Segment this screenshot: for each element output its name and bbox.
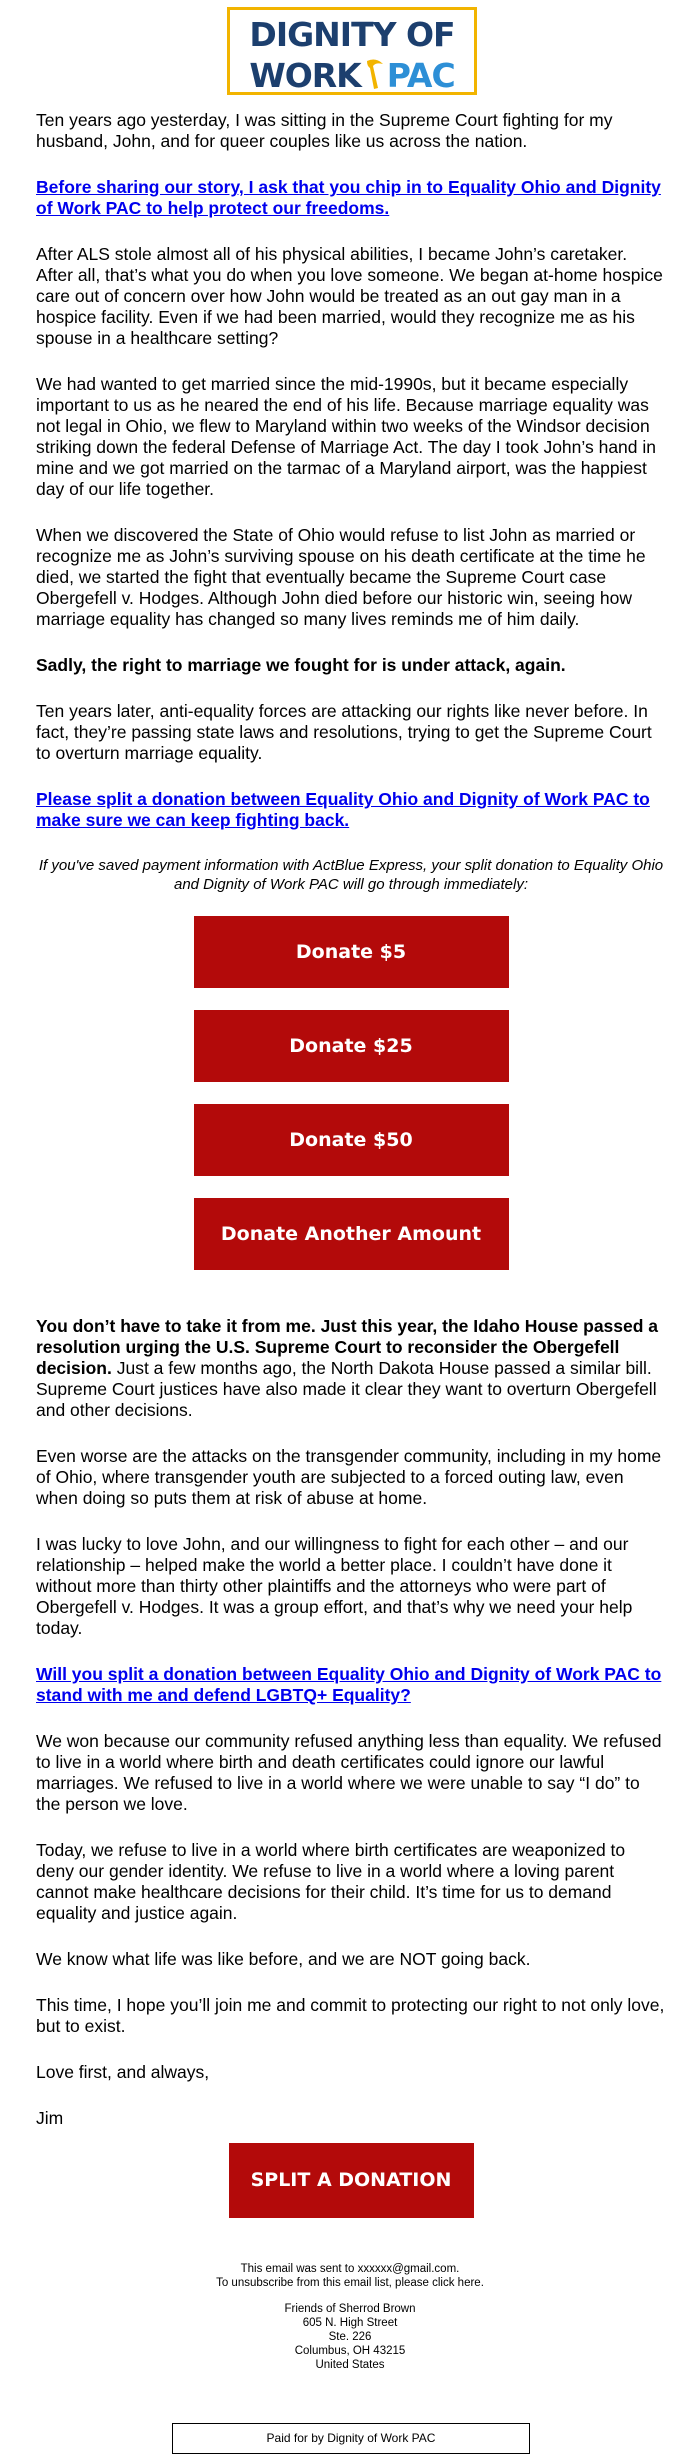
donate-50-button[interactable]: Donate $50 bbox=[194, 1104, 509, 1176]
donate-another-amount-button[interactable]: Donate Another Amount bbox=[194, 1198, 509, 1270]
paragraph-ten-years-later: Ten years later, anti-equality forces are attacking our rights like never before. In fact, they’re passing state laws and resolutions, trying to get the Supreme Court to overturn marriage equality. bbox=[36, 701, 652, 763]
address-street: 605 N. High Street bbox=[302, 2317, 398, 2329]
logo-line-2 bbox=[230, 57, 474, 95]
paragraph-marriage: We had wanted to get married since the mid-1990s, but it became especially important to us as he neared the end of his life. Because marriage equality was not legal in Ohio, we flew to Maryland within two weeks of the Windsor decision striking down the federal Defense of Marriage Act. The day I took John’s hand in mine and we got married on the tarmac of a Maryland airport, was the happiest day of our life together. bbox=[36, 374, 656, 499]
idaho-bold-text: You don’t have to take it from me. Just this year, the Idaho House passed a resolution urging the U.S. Supreme Court to reconsider the Obergefell decision. bbox=[36, 1316, 659, 1378]
chip-in-link[interactable]: Before sharing our story, I ask that you chip in to Equality Ohio and Dignity of Work PAC to help protect our freedoms. bbox=[36, 177, 661, 218]
logo-work-text: WORK bbox=[249, 56, 361, 95]
sent-to-text: This email was sent to xxxxxx@gmail.com. bbox=[240, 2263, 460, 2275]
stand-with-me-link[interactable]: Will you split a donation between Equality Ohio and Dignity of Work PAC to stand with me and defend LGBTQ+ Equality? bbox=[36, 1664, 662, 1705]
donate-5-button[interactable]: Donate $5 bbox=[194, 916, 509, 988]
pickaxe-icon bbox=[364, 58, 384, 90]
address-suite: Ste. 226 bbox=[328, 2331, 372, 2343]
mailing-address bbox=[0, 2302, 700, 2372]
idaho-rest-text: Just a few months ago, the North Dakota House passed a similar bill. Supreme Court justices have also made it clear they want to overturn Obergefell and other decisions. bbox=[36, 1358, 657, 1420]
paragraph-obergefell: When we discovered the State of Ohio would refuse to list John as married or recognize me as John’s surviving spouse on his death certificate at the time he died, we started the fight that eventually became the Supreme Court case Obergefell v. Hodges. Although John died before our historic win, seeing how marriage equality has changed so many lives reminds me of him daily. bbox=[36, 525, 646, 629]
split-donation-link[interactable]: Please split a donation between Equality Ohio and Dignity of Work PAC to make sure we can keep fighting back. bbox=[36, 789, 650, 830]
logo-line-1: DIGNITY OF bbox=[249, 15, 455, 54]
link-paragraph-1 bbox=[36, 177, 666, 219]
logo-pac-text: PAC bbox=[386, 56, 455, 95]
link-paragraph-3 bbox=[36, 1664, 666, 1706]
paragraph-transgender: Even worse are the attacks on the transgender community, including in my home of Ohio, where transgender youth are subjected to a forced outing law, even when doing so puts them at risk of abuse at home. bbox=[36, 1446, 662, 1508]
paragraph-today: Today, we refuse to live in a world where birth certificates are weaponized to deny our gender identity. We refuse to live in a world where a loving parent cannot make healthcare decisions for their child. It’s time for us to demand equality and justice again. bbox=[36, 1840, 626, 1923]
sign-off: Love first, and always, bbox=[36, 2062, 210, 2082]
link-paragraph-2 bbox=[36, 789, 666, 831]
address-city: Columbus, OH 43215 bbox=[294, 2345, 406, 2357]
paragraph-we-won: We won because our community refused anything less than equality. We refused to live in a world where birth and death certificates could ignore our lawful marriages. We refused to live in a world where we were unable to say “I do” to the person we love. bbox=[36, 1731, 662, 1814]
split-a-donation-button[interactable]: SPLIT A DONATION bbox=[229, 2143, 474, 2218]
paragraph-not-going-back: We know what life was like before, and we are NOT going back. bbox=[36, 1949, 531, 1969]
paragraph-caretaker: After ALS stole almost all of his physical abilities, I became John’s caretaker. After all, that’s what you do when you love someone. We began at-home hospice care out of concern over how John would be treated as an out gay man in a hospice facility. Even if we had been married, would they recognize me as his spouse in a healthcare setting? bbox=[36, 244, 663, 348]
paragraph-lucky: I was lucky to love John, and our willingness to fight for each other – and our relationship – helped make the world a better place. I couldn’t have done it without more than thirty other plaintiffs and the attorneys who were part of Obergefell v. Hodges. It was a group effort, and that’s why we need your help today. bbox=[36, 1534, 633, 1638]
unsubscribe-link[interactable]: To unsubscribe from this email list, please click here. bbox=[216, 2277, 484, 2289]
heading-under-attack: Sadly, the right to marriage we fought for is under attack, again. bbox=[36, 655, 566, 675]
signature: Jim bbox=[36, 2108, 64, 2128]
address-org: Friends of Sherrod Brown bbox=[284, 2303, 416, 2315]
address-country: United States bbox=[315, 2359, 385, 2371]
paragraph-intro: Ten years ago yesterday, I was sitting in the Supreme Court fighting for my husband, John, and for queer couples like us across the nation. bbox=[36, 110, 613, 151]
donate-25-button[interactable]: Donate $25 bbox=[194, 1010, 509, 1082]
email-footer bbox=[0, 2262, 700, 2372]
actblue-express-note: If you've saved payment information with ActBlue Express, your split donation to Equality Ohio and Dignity of Work PAC will go through immediately: bbox=[38, 857, 664, 893]
paragraph-idaho bbox=[36, 1316, 666, 1421]
paid-for-disclaimer: Paid for by Dignity of Work PAC bbox=[172, 2423, 530, 2454]
email-body bbox=[36, 110, 666, 2218]
paragraph-join-me: This time, I hope you’ll join me and commit to protecting our right to not only love, but to exist. bbox=[36, 1995, 665, 2036]
dignity-of-work-pac-logo[interactable] bbox=[227, 7, 477, 95]
